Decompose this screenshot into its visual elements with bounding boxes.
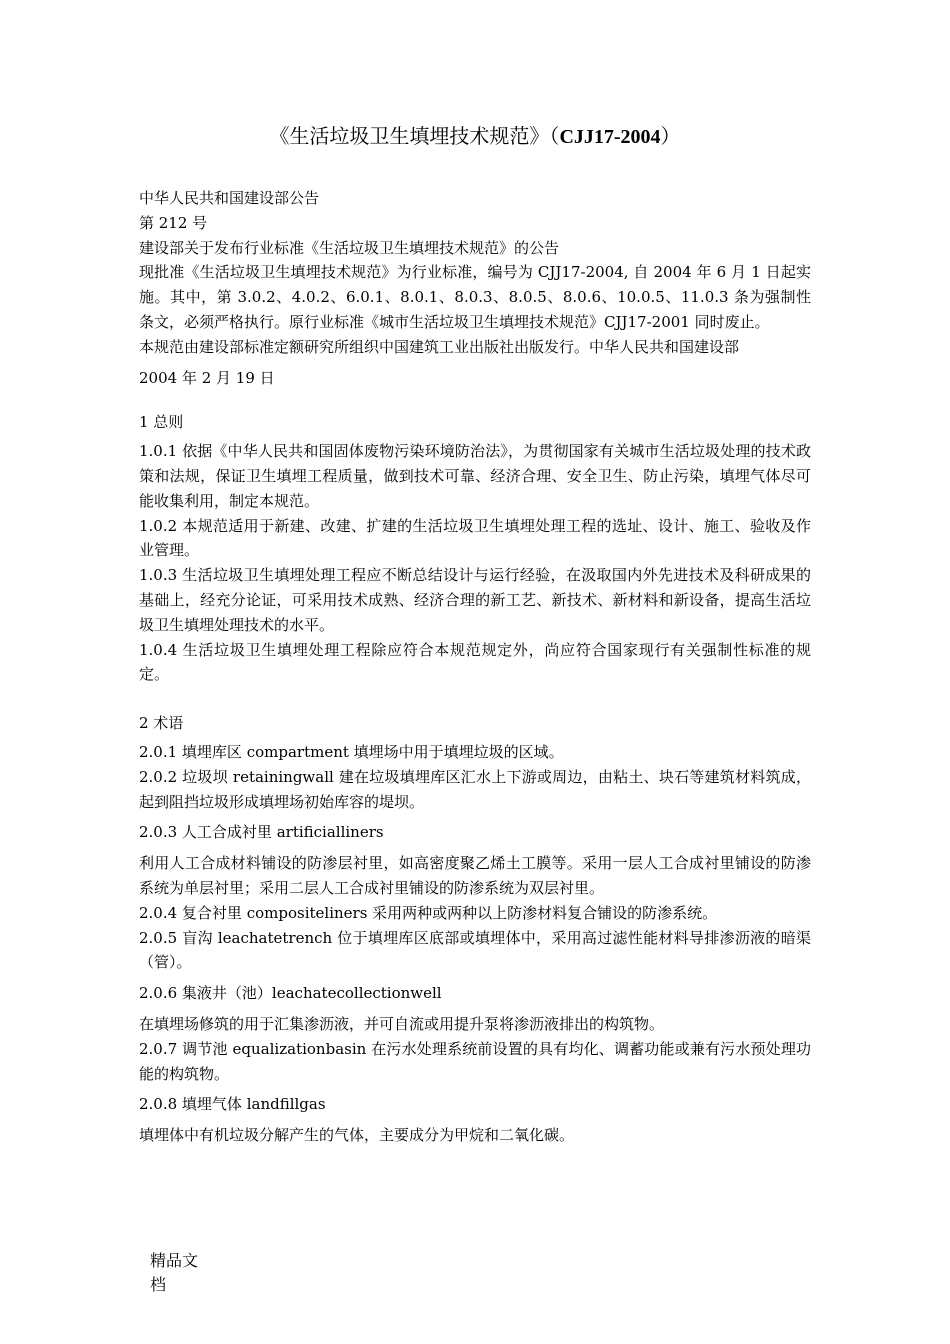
footer-watermark: 精品文档 [150, 1251, 199, 1294]
clause-1-0-4: 1.0.4 生活垃圾卫生填埋处理工程除应符合本规范规定外，尚应符合国家现行有关强制性标准的规定。 [139, 640, 811, 684]
term-2-0-7: 2.0.7 调节池 equalizationbasin 在污水处理系统前设置的具有均化、调蓄功能或兼有污水预处理功能的构筑物。 [139, 1039, 811, 1083]
term-2-0-8-title: 2.0.8 填埋气体 landfillgas [139, 1095, 326, 1114]
term-2-0-8-definition: 填埋体中有机垃圾分解产生的气体，主要成分为甲烷和二氧化碳。 [139, 1126, 575, 1145]
announcement-body: 现批准《生活垃圾卫生填埋技术规范》为行业标准，编号为 CJJ17-2004, 自 2004 年 6 月 1 日起实施。其中，第 3.0.2、4.0.2、6.0.1、8.0.1、8.0.3、8.0.5、8.0.6、10.0.5、11.0.3 条为强制性条文，必须严格执行。原行业标准《城市生活垃圾卫生填埋技术规范》CJJ17-2001 同时废止。 [139, 263, 811, 331]
term-2-0-3-definition: 利用人工合成材料铺设的防渗层衬里，如高密度聚乙烯土工膜等。采用一层人工合成衬里铺设的防渗系统为单层衬里；采用二层人工合成衬里铺设的防渗系统为双层衬里。 [139, 854, 811, 897]
document-title [0, 122, 950, 151]
announcement-subject: 建设部关于发布行业标准《生活垃圾卫生填埋技术规范》的公告 [139, 238, 560, 257]
clause-1-0-2: 1.0.2 本规范适用于新建、改建、扩建的生活垃圾卫生填埋处理工程的选址、设计、施工、验收及作业管理。 [139, 516, 811, 560]
term-2-0-6-title: 2.0.6 集液井（池）leachatecollectionwell [139, 984, 442, 1003]
term-2-0-5: 2.0.5 盲沟 leachatetrench 位于填埋库区底部或填埋体中，采用高过滤性能材料导排渗沥液的暗渠（管）。 [139, 928, 811, 972]
document-body [139, 186, 811, 1148]
term-2-0-4: 2.0.4 复合衬里 compositeliners 采用两种或两种以上防渗材料复合铺设的防渗系统。 [139, 903, 718, 922]
announcement-number: 第 212 号 [139, 213, 208, 232]
term-2-0-2: 2.0.2 垃圾坝 retainingwall 建在垃圾填埋库区汇水上下游或周边，由粘土、块石等建筑材料筑成，起到阻挡垃圾形成填埋场初始库容的堤坝。 [139, 767, 811, 811]
term-2-0-1: 2.0.1 填埋库区 compartment 填埋场中用于填埋垃圾的区域。 [139, 742, 564, 761]
clause-1-0-3: 1.0.3 生活垃圾卫生填埋处理工程应不断总结设计与运行经验，在汲取国内外先进技术及科研成果的基础上，经充分论证，可采用技术成熟、经济合理的新工艺、新技术、新材料和新设备，提高生活垃圾卫生填埋处理技术的水平。 [139, 566, 811, 634]
term-2-0-6-definition: 在填埋场修筑的用于汇集渗沥液，并可自流或用提升泵将渗沥液排出的构筑物。 [139, 1014, 665, 1033]
section-heading-terms: 2 术语 [139, 714, 184, 733]
announcement-issuer: 中华人民共和国建设部公告 [139, 189, 320, 207]
title-text: 《生活垃圾卫生填埋技术规范》（ [269, 124, 560, 148]
section-heading-general: 1 总则 [139, 413, 184, 432]
standard-code: CJJ17-2004 [559, 126, 661, 148]
term-2-0-3-title: 2.0.3 人工合成衬里 artificialliners [139, 823, 384, 842]
title-close: ） [660, 124, 681, 148]
announcement-date: 2004 年 2 月 19 日 [139, 368, 275, 387]
clause-1-0-1: 1.0.1 依据《中华人民共和国固体废物污染环境防治法》，为贯彻国家有关城市生活垃圾处理的技术政策和法规，保证卫生填埋工程质量，做到技术可靠、经济合理、安全卫生、防止污染，填埋气体尽可能收集利用，制定本规范。 [139, 442, 811, 510]
announcement-publisher: 本规范由建设部标准定额研究所组织中国建筑工业出版社出版发行。中华人民共和国建设部 [139, 337, 740, 356]
